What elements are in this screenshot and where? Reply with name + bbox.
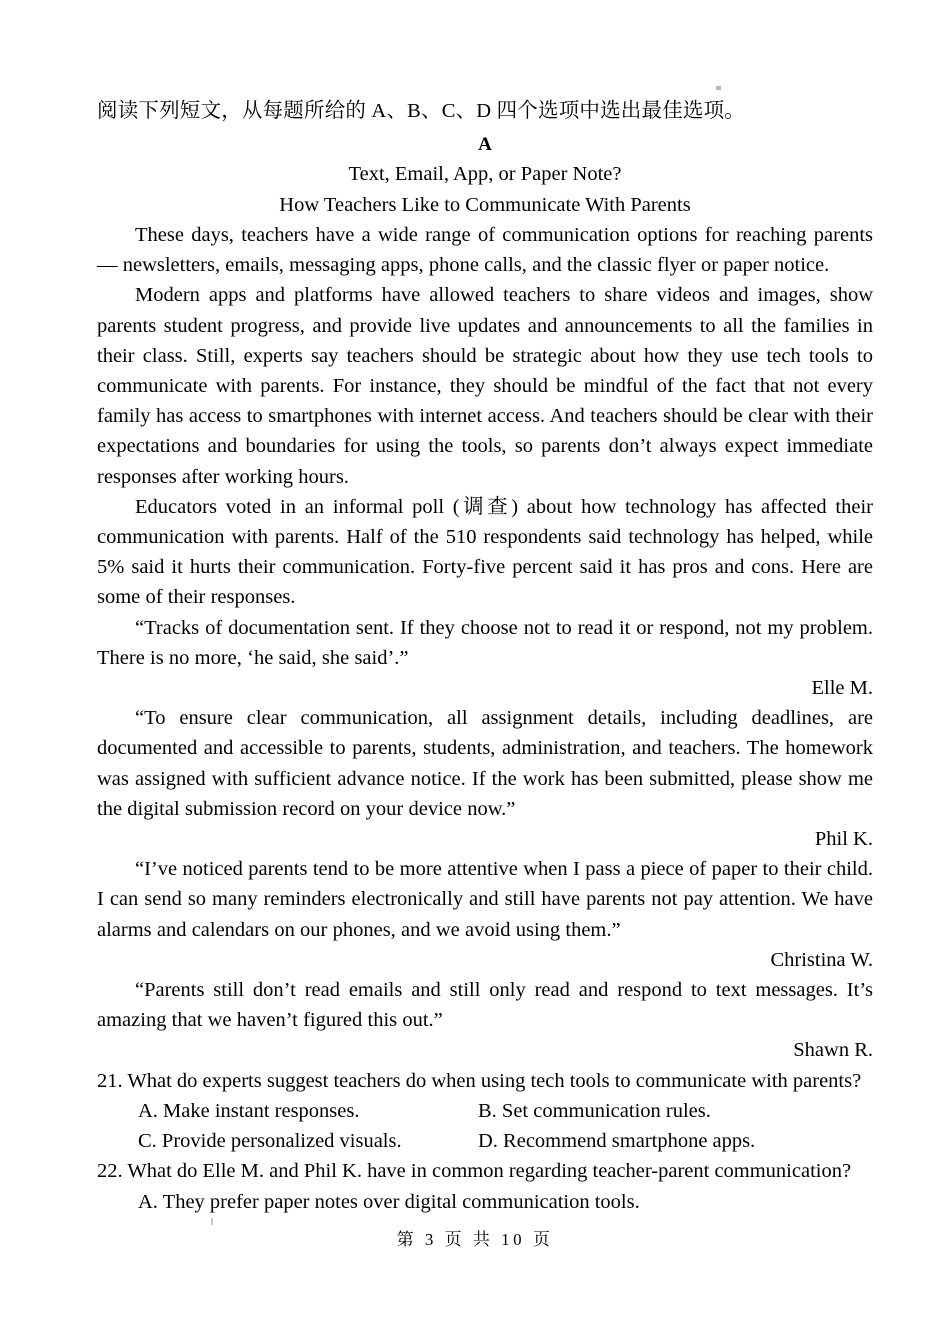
- quote-author-1: Elle M.: [811, 677, 873, 700]
- passage-paragraph-2: Modern apps and platforms have allowed teachers to share videos and images, show parents student progress, and provide live updates and announcements to all the families in their class. Still, experts say teachers should be strategic about how they use tech tools to communicate with parents. For instance, they should be mindful of the fact that not every family has access to smartphones with internet access. And teachers should be clear with their expectations and boundaries for using the tools, so parents don’t always expect immediate responses after working hours.: [97, 284, 873, 488]
- quote-text-2: “To ensure clear communication, all assignment details, including deadlines, are documented and accessible to parents, students, administration, and teachers. The homework was assigned with sufficient advance notice. If the work has been submitted, please show me the digital submission record on your device now.”: [97, 707, 873, 820]
- question-21-option-d[interactable]: D. Recommend smartphone apps.: [478, 1130, 756, 1153]
- scan-artifact-bottom-icon: [211, 1218, 213, 1225]
- page-content: [97, 96, 873, 1217]
- quote-text-4: “Parents still don’t read emails and still only read and respond to text messages. It’s amazing that we haven’t figured this out.”: [97, 979, 873, 1032]
- question-21-option-b[interactable]: B. Set communication rules.: [478, 1099, 711, 1122]
- section-letter: A: [478, 134, 492, 155]
- question-22-option-a[interactable]: A. They prefer paper notes over digital communication tools.: [138, 1190, 640, 1213]
- passage-title-line-2: How Teachers Like to Communicate With Parents: [279, 193, 691, 216]
- reading-instruction: 阅读下列短文，从每题所给的 A、B、C、D 四个选项中选出最佳选项。: [97, 100, 746, 122]
- quote-author-2: Phil K.: [814, 828, 873, 851]
- quote-text-3: “I’ve noticed parents tend to be more attentive when I pass a piece of paper to their child. I can send so many reminders electronically and still have parents not pay attention. We have alarms and calendars on our phones, and we avoid using them.”: [97, 858, 873, 941]
- question-21-options: [97, 1096, 873, 1156]
- scan-artifact-top-icon: [716, 86, 721, 90]
- passage-paragraph-3: Educators voted in an informal poll (调查) about how technology has affected their communication with parents. Half of the 510 respondents said technology has helped, while 5% said it hurts their communication. Forty-five percent said it has pros and cons. Here are some of their responses.: [97, 495, 873, 609]
- quote-author-3: Christina W.: [770, 948, 873, 971]
- page-footer: 第 3 页 共 10 页: [396, 1230, 554, 1249]
- question-21-stem: 21. What do experts suggest teachers do when using tech tools to communicate with parents?: [97, 1069, 862, 1092]
- question-21-option-a[interactable]: A. Make instant responses.: [138, 1099, 360, 1122]
- quote-text-1: “Tracks of documentation sent. If they choose not to read it or respond, not my problem. There is no more, ‘he said, she said’.”: [97, 616, 873, 669]
- passage-title-line-1: Text, Email, App, or Paper Note?: [348, 163, 622, 185]
- question-22-stem: 22. What do Elle M. and Phil K. have in common regarding teacher-parent communication?: [97, 1160, 852, 1183]
- question-21-option-c[interactable]: C. Provide personalized visuals.: [138, 1130, 402, 1153]
- passage-paragraph-1: These days, teachers have a wide range of communication options for reaching parents — newsletters, emails, messaging apps, phone calls, and the classic flyer or paper notice.: [97, 224, 873, 277]
- quote-author-4: Shawn R.: [793, 1039, 873, 1062]
